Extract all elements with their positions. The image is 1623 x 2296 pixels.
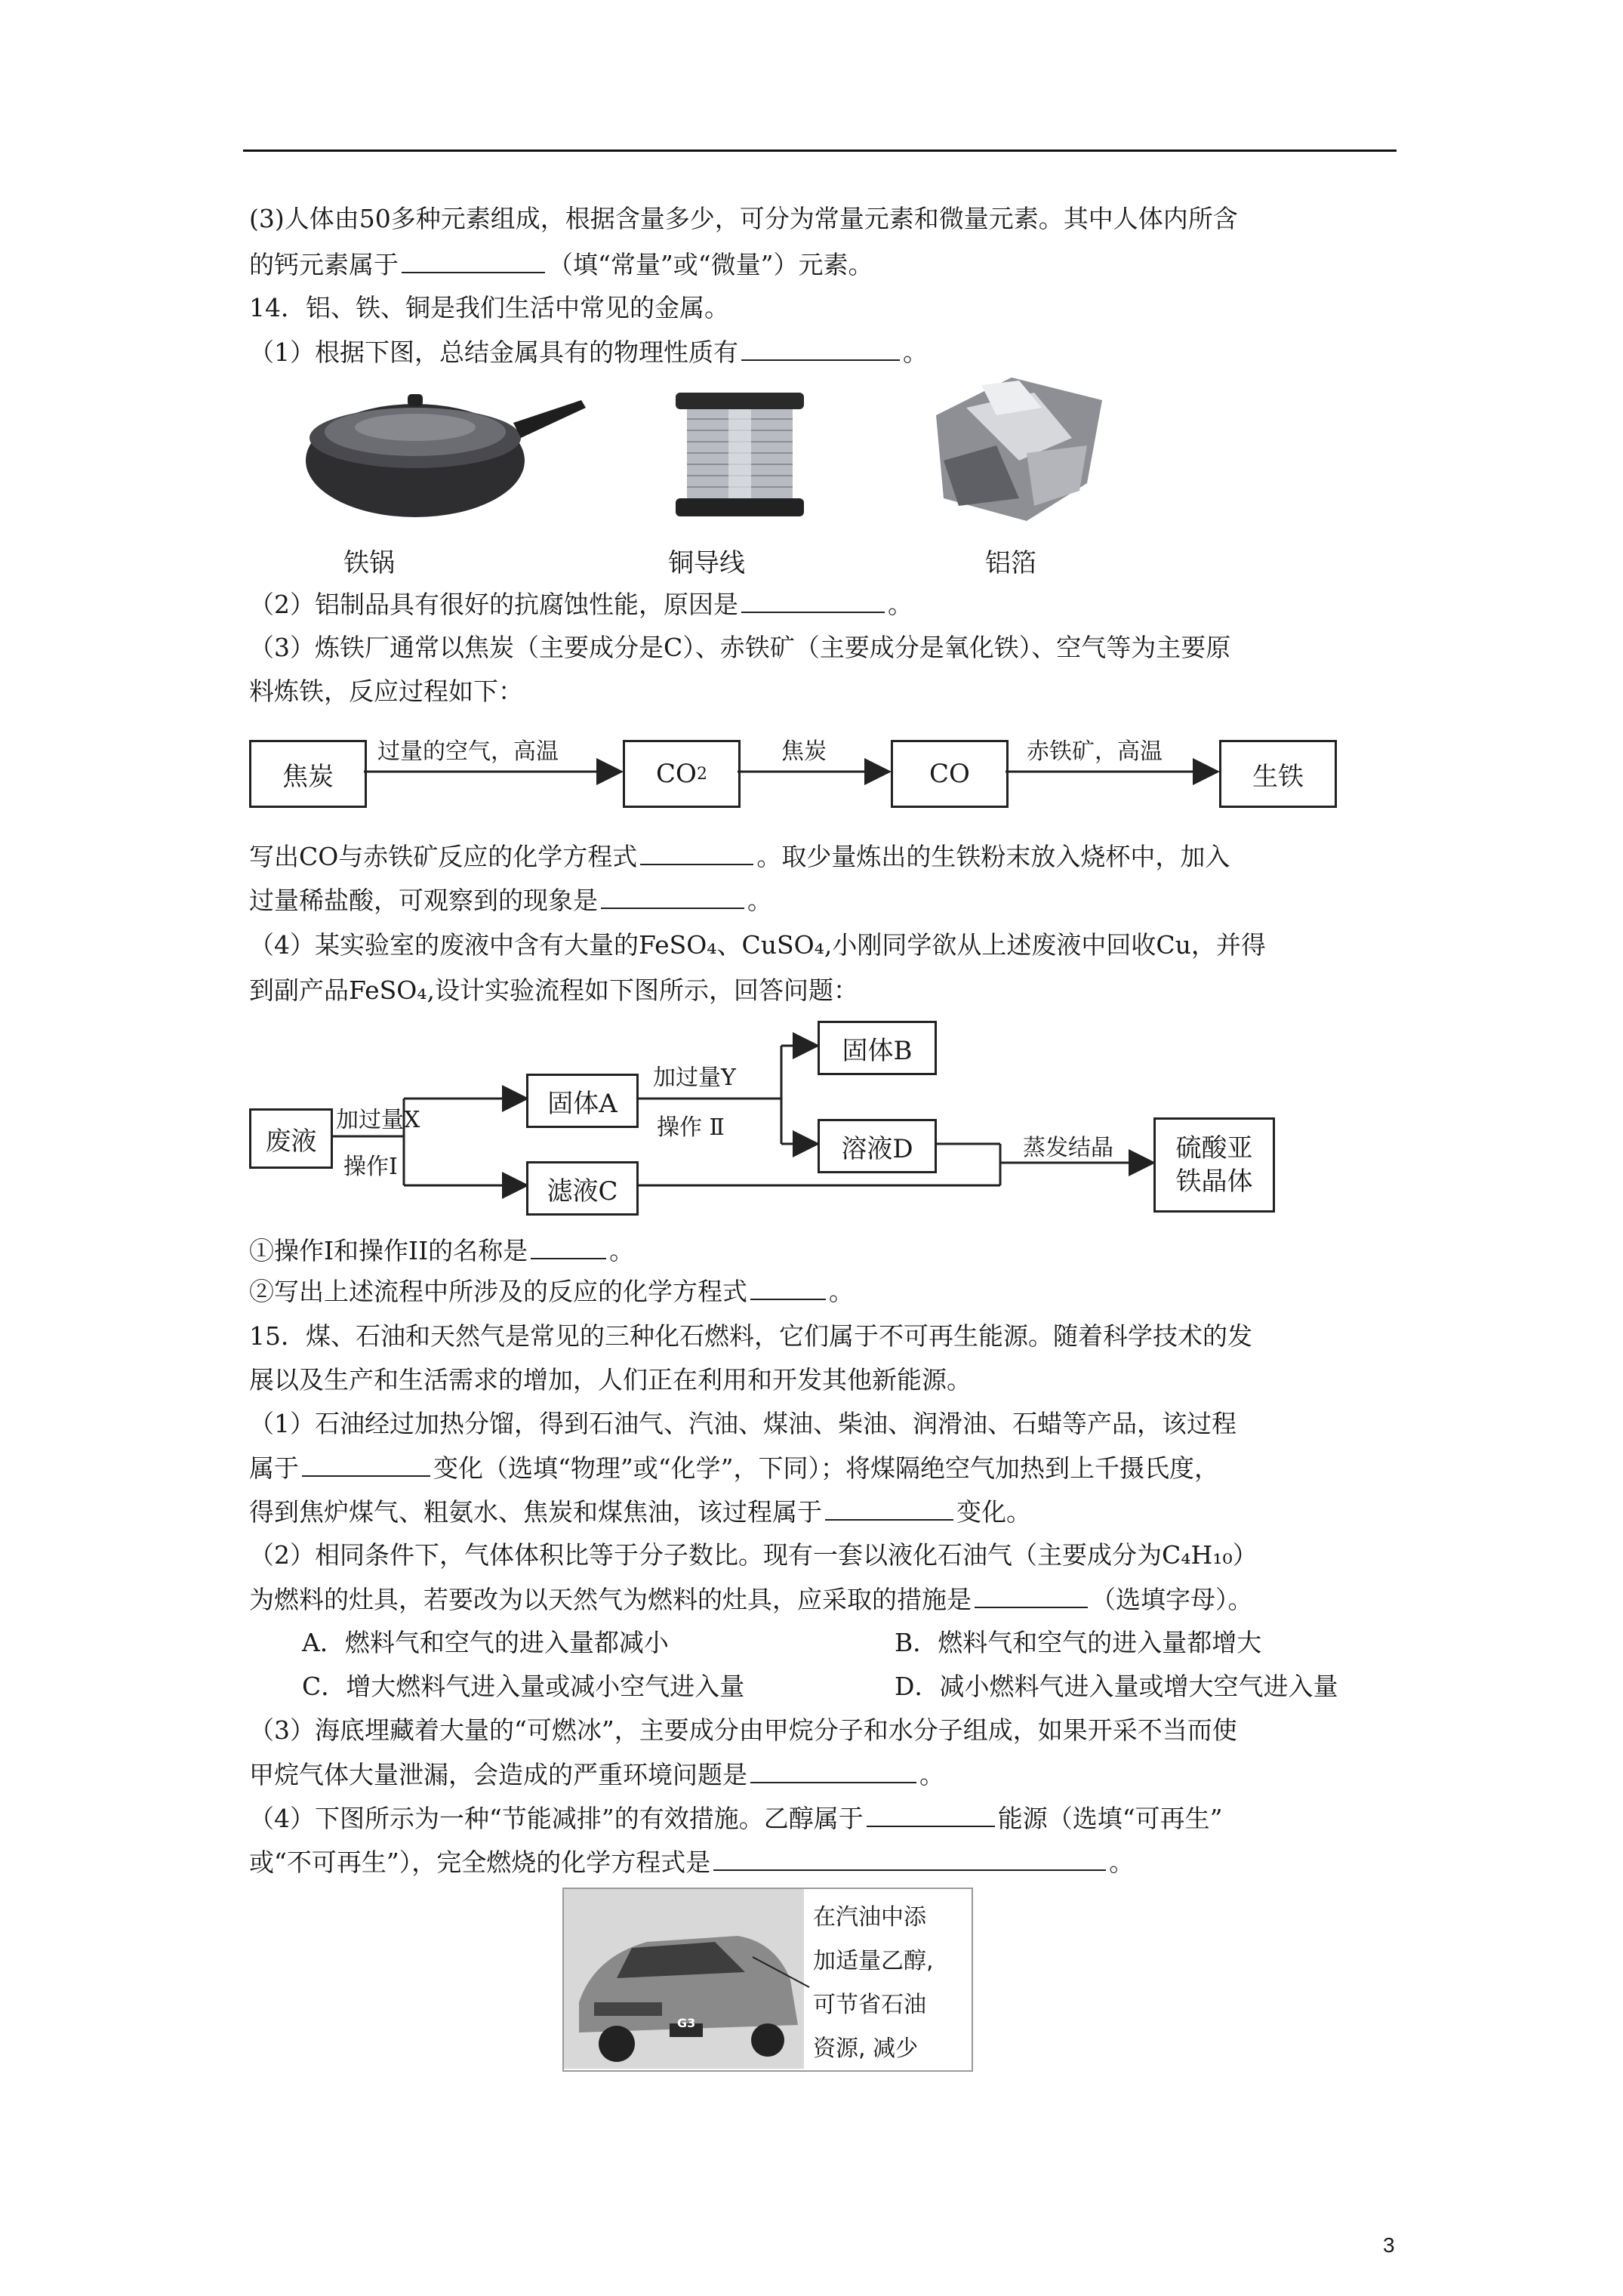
iron-making-flowchart: [249, 732, 1397, 815]
copper-recovery-flowchart: [245, 1019, 1280, 1216]
q15-1-line3: 得到焦炉煤气、粗氨水、焦炭和煤焦油，该过程属于 变化。: [249, 1497, 1031, 1527]
q15-3-line1: （3）海底埋藏着大量的“可燃冰”，主要成分由甲烷分子和水分子组成，如果开采不当而使: [249, 1715, 1237, 1745]
car-caption-line4: 资源, 减少: [813, 2036, 919, 2062]
car-caption-line1: 在汽油中添: [813, 1904, 926, 1931]
answer-blank[interactable]: [867, 1803, 995, 1827]
caption-aluminum-foil: 铝箔: [985, 548, 1036, 578]
flow-label-evaporate: 蒸发结晶: [1023, 1135, 1113, 1161]
answer-blank[interactable]: [601, 885, 744, 909]
q15-3-line2: 甲烷气体大量泄漏，会造成的严重环境问题是 。: [249, 1760, 944, 1789]
q13-3-line1: (3)人体由50多种元素组成，根据含量多少，可分为常量元素和微量元素。其中人体内所含: [249, 204, 1238, 233]
flow-box-solid-b: 固体B: [818, 1021, 937, 1075]
flow-box-coke: 焦炭: [249, 740, 367, 808]
q15-1-line1: （1）石油经过加热分馏，得到石油气、汽油、煤油、柴油、润滑油、石蜡等产品，该过程: [249, 1409, 1236, 1438]
answer-blank[interactable]: [750, 1759, 916, 1783]
q15-stem-line1: 15．煤、石油和天然气是常见的三种化石燃料，它们属于不可再生能源。随着科学技术的发: [249, 1321, 1252, 1351]
answer-blank[interactable]: [402, 249, 545, 273]
flow-box-co: CO: [891, 740, 1009, 808]
flow-label-hematite-high-temp: 赤铁矿，高温: [1027, 738, 1163, 765]
flow-label-operation-2: 操作 Ⅱ: [657, 1114, 725, 1141]
q14-4-sub2: ②写出上述流程中所涉及的反应的化学方程式 。: [249, 1277, 854, 1306]
flow-label-add-y: 加过量Y: [653, 1065, 736, 1091]
q15-option-c[interactable]: C．增大燃料气进入量或减小空气进入量: [302, 1672, 745, 1701]
flow-box-co2: CO 2: [623, 740, 741, 808]
q14-4-line2: 到副产品FeSO₄,设计实验流程如下图所示，回答问题：: [249, 975, 859, 1005]
flow-box-ferrous-sulfate: 硫酸亚 铁晶体: [1153, 1117, 1275, 1213]
answer-blank[interactable]: [825, 1496, 953, 1521]
caption-copper-wire: 铜导线: [668, 548, 745, 578]
q13-3-line2: 的钙元素属于 （填“常量”或“微量”）元素。: [249, 250, 873, 279]
iron-pan-image: [302, 378, 589, 529]
copper-wire-image: [664, 378, 815, 529]
ethanol-car-figure: [562, 1888, 973, 2072]
aluminum-foil-image: [921, 370, 1117, 529]
flow-label-operation-1: 操作I: [343, 1154, 398, 1180]
q14-4-line1: （4）某实验室的废液中含有大量的FeSO₄、CuSO₄,小刚同学欲从上述废液中回收Cu，并得: [249, 930, 1266, 960]
answer-blank[interactable]: [302, 1453, 430, 1477]
flow-box-solution-d: 溶液D: [818, 1119, 937, 1173]
q14-3-line4: 过量稀盐酸，可观察到的现象是 。: [249, 886, 772, 915]
answer-blank[interactable]: [741, 337, 900, 361]
q15-1-line2: 属于 变化（选填“物理”或“化学”，下同）；将煤隔绝空气加热到上千摄氏度，: [249, 1453, 1219, 1483]
q14-stem: 14．铝、铁、铜是我们生活中常见的金属。: [249, 293, 729, 322]
q15-option-a[interactable]: A．燃料气和空气的进入量都减小: [302, 1628, 669, 1657]
flow-box-solid-a: 固体A: [526, 1074, 639, 1128]
answer-blank[interactable]: [531, 1235, 606, 1259]
flow-box-filtrate-c: 滤液C: [526, 1161, 639, 1216]
flow-label-add-x: 加过量X: [336, 1107, 420, 1133]
car-caption-line2: 加适量乙醇,: [813, 1948, 934, 1974]
q15-stem-line2: 展以及生产和生活需求的增加，人们正在利用和开发其他新能源。: [249, 1365, 972, 1395]
q14-4-sub1: ①操作I和操作II的名称是 。: [249, 1236, 635, 1265]
flow-box-waste-liquid: 废液: [249, 1108, 333, 1169]
car-caption-line3: 可节省石油: [813, 1992, 926, 2018]
answer-blank[interactable]: [750, 1276, 826, 1300]
q14-2: （2）铝制品具有很好的抗腐蚀性能，原因是 。: [249, 590, 913, 619]
q14-1: （1）根据下图，总结金属具有的物理性质有 。: [249, 337, 928, 367]
q14-3-line2: 料炼铁，反应过程如下：: [249, 676, 523, 706]
car-badge: G3: [677, 2016, 696, 2030]
answer-blank[interactable]: [640, 841, 753, 865]
page-number: 3: [1383, 2233, 1395, 2257]
q15-4-line2: 或“不可再生”），完全燃烧的化学方程式是 。: [249, 1848, 1135, 1877]
q15-4-line1: （4）下图所示为一种“节能减排”的有效措施。乙醇属于 能源（选填“可再生”: [249, 1804, 1223, 1833]
answer-blank[interactable]: [713, 1847, 1106, 1871]
answer-blank[interactable]: [741, 589, 885, 613]
flow-label-coke: 焦炭: [781, 738, 827, 765]
q14-3-line3: 写出CO与赤铁矿反应的化学方程式 。取少量炼出的生铁粉末放入烧杯中，加入: [249, 842, 1230, 871]
caption-iron-pan: 铁锅: [343, 548, 395, 578]
q15-2-line2: 为燃料的灶具，若要改为以天然气为燃料的灶具，应采取的措施是 （选填字母）。: [249, 1585, 1253, 1614]
flow-box-pig-iron: 生铁: [1219, 740, 1337, 808]
flow-label-air-high-temp: 过量的空气，高温: [377, 738, 559, 765]
header-rule: [243, 149, 1397, 152]
q15-2-line1: （2）相同条件下，气体体积比等于分子数比。现有一套以液化石油气（主要成分为C₄H₁₀）: [249, 1540, 1258, 1570]
answer-blank[interactable]: [975, 1584, 1088, 1608]
q15-option-b[interactable]: B．燃料气和空气的进入量都增大: [895, 1628, 1262, 1657]
q14-3-line1: （3）炼铁厂通常以焦炭（主要成分是C）、赤铁矿（主要成分是氧化铁）、空气等为主要原: [249, 633, 1231, 662]
q15-option-d[interactable]: D．减小燃料气进入量或增大空气进入量: [895, 1672, 1338, 1701]
